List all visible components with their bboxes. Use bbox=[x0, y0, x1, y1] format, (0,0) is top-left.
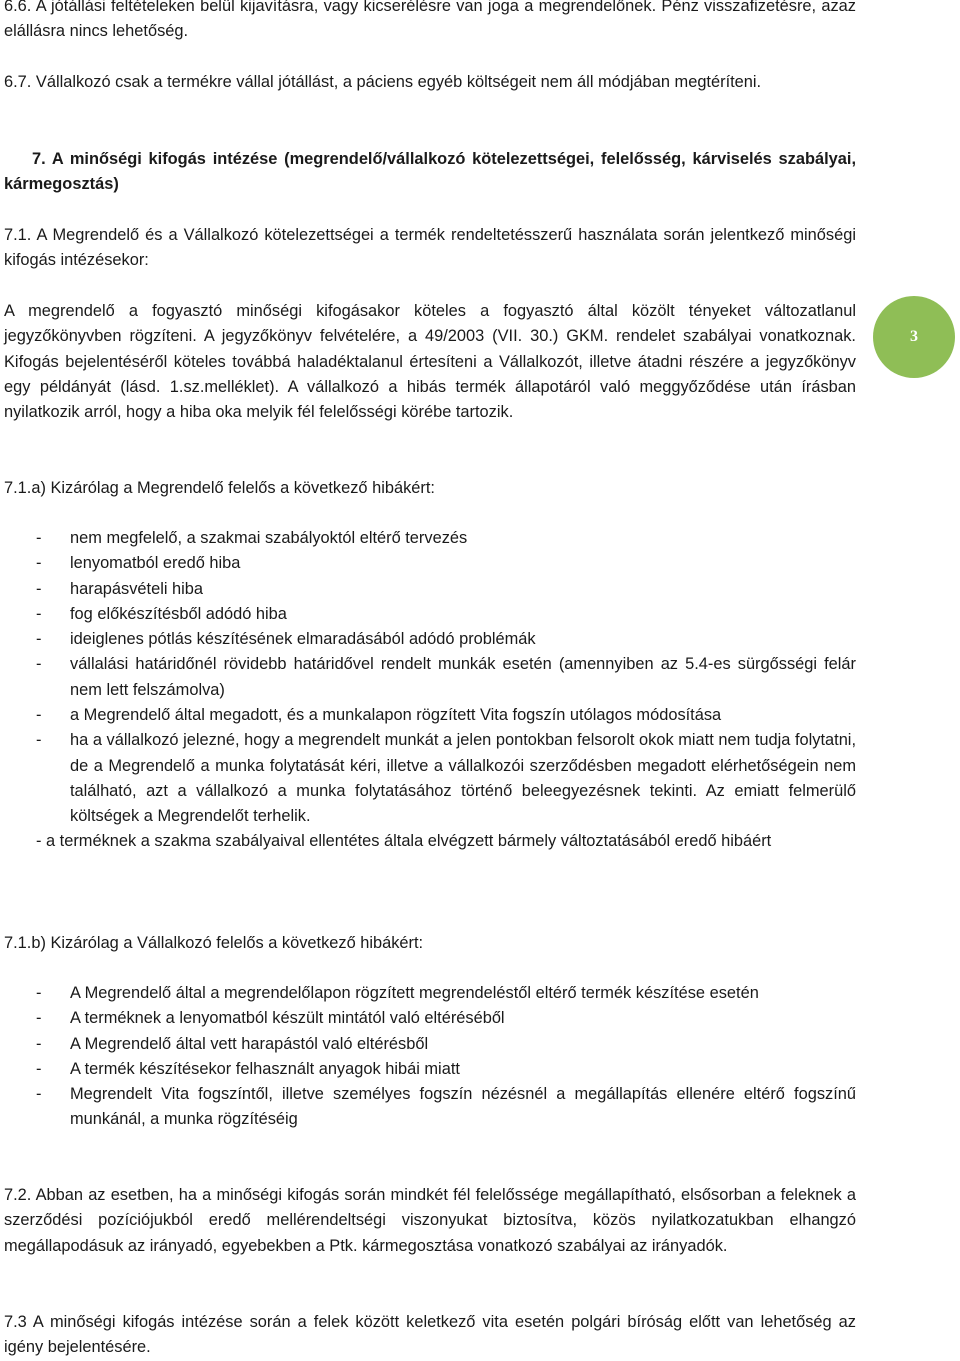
list-dash: - bbox=[36, 731, 42, 750]
list-item bbox=[4, 602, 856, 627]
list-dash: - bbox=[36, 630, 42, 649]
list-item-text: ideiglenes pótlás készítésének elmaradásából adódó problémák bbox=[70, 630, 536, 649]
section-heading-7 bbox=[4, 147, 856, 198]
list-item bbox=[4, 1082, 856, 1133]
page-number-badge bbox=[873, 296, 955, 378]
list-item-text: fog előkészítésből adódó hiba bbox=[70, 604, 287, 623]
list-dash: - bbox=[36, 554, 42, 573]
list-item bbox=[4, 577, 856, 602]
paragraph-6-7: 6.7. Vállalkozó csak a termékre vállal jótállást, a páciens egyéb költségeit nem áll módjában megtéríteni. bbox=[4, 73, 762, 91]
list-item bbox=[4, 652, 856, 703]
list-item-text: A Megrendelő által a megrendelőlapon rögzített megrendeléstől eltérő termék készítése esetén bbox=[70, 984, 759, 1002]
list-item-text: harapásvételi hiba bbox=[70, 579, 204, 598]
section-heading-7-text: 7. A minőségi kifogás intézése (megrendelő/vállalkozó kötelezettségei, felelősség, kárviselés szabályai, kármegosztás) bbox=[4, 150, 856, 194]
list-vallalkozo-hibak bbox=[4, 981, 856, 1133]
list-item-text: nem megfelelő, a szakmai szabályoktól eltérő tervezés bbox=[70, 529, 468, 547]
list-item bbox=[4, 551, 856, 576]
list-dash: - bbox=[36, 529, 42, 547]
paragraph-7-2: 7.2. Abban az esetben, ha a minőségi kifogás során mindkét fél felelőssége megállapítható, elsősorban a feleknek a szerződési pozíciójukból eredő mellérendeltségi viszonyukat biztosítva, közös nyilatkozatukban elhangzó megállapodásuk az irányadó, egyebekben a Ptk. kármegosztása vonatkozó szabályai az irányadók. bbox=[4, 1186, 856, 1255]
list-dash: - bbox=[36, 579, 42, 598]
paragraph-7-1-b: 7.1.b) Kizárólag a Vállalkozó felelős a következő hibákért: bbox=[4, 934, 424, 952]
paragraph-7-1: 7.1. A Megrendelő és a Vállalkozó kötelezettségei a termék rendeltetésszerű használata során jelentkező minőségi kifogás intézésekor: bbox=[4, 226, 856, 270]
list-item-text: A Megrendelő által vett harapástól való eltérésből bbox=[70, 1034, 429, 1053]
list-dash: - bbox=[36, 1059, 42, 1078]
list-dash: - bbox=[36, 1009, 42, 1028]
list-item-text: A terméknek a lenyomatból készült mintától való eltéréséből bbox=[70, 1009, 505, 1028]
list-item-text: lenyomatból eredő hiba bbox=[70, 554, 241, 573]
page-number: 3 bbox=[910, 328, 918, 345]
paragraph-7-1-a: 7.1.a) Kizárólag a Megrendelő felelős a következő hibákért: bbox=[4, 479, 435, 497]
list-item bbox=[4, 1057, 856, 1082]
list-item bbox=[4, 627, 856, 652]
list-item bbox=[4, 526, 856, 551]
paragraph-7-3: 7.3 A minőségi kifogás intézése során a felek között keletkező vita esetén polgári bíróság előtt van lehetőség az igény bejelentésére. bbox=[4, 1313, 856, 1357]
list-item bbox=[4, 728, 856, 829]
list-item-text: a Megrendelő által megadott, és a munkalapon rögzített Vita fogszín utólagos módosítása bbox=[70, 706, 722, 725]
list-item-text: ha a vállalkozó jelezné, hogy a megrendelt munkát a jelen pontokban felsorolt okok miatt nem tudja folytatni, de a Megrendelő a munka folytatását kéri, illetve a vállalkozói szerződésben megadott elérhetőségein nem található, azt a vállalkozó a munka folytatásához történő beleegyezésnek tekinti. Az emiatt felmerülő költségek a Megrendelőt terhelik. bbox=[70, 731, 856, 826]
list-item bbox=[4, 1006, 856, 1031]
list-dash: - bbox=[36, 655, 42, 674]
list-dash: - bbox=[36, 706, 42, 725]
list-dash: - bbox=[36, 1085, 42, 1104]
list-item-text: vállalási határidőnél rövidebb határidővel rendelt munkák esetén (amennyiben az 5.4-es sürgősségi felár nem lett felszámolva) bbox=[70, 655, 856, 699]
paragraph-7-1-body: A megrendelő a fogyasztó minőségi kifogásakor köteles a fogyasztó által közölt tényeket változatlanul jegyzőkönyvben rögzíteni. A jegyzőkönyv felvételére, a 49/2003 (VII. 30.) GKM. rendelet szabályai vonatkoznak. Kifogás bejelentéséről köteles továbbá haladéktalanul értesíteni a Vállalkozót, illetve átadni részére a jegyzőkönyv egy példányát (lásd. 1.sz.melléklet). A vállalkozó a hibás termék állapotáról való meggyőződése után írásban nyilatkozik arról, hogy a hiba oka melyik fél felelősségi körébe tartozik. bbox=[4, 302, 856, 422]
list-item bbox=[4, 703, 856, 728]
list-item bbox=[4, 1032, 856, 1057]
list-dash: - bbox=[36, 984, 42, 1002]
paragraph-7-1-a-last-text: - a terméknek a szakma szabályaival ellentétes általa elvégzett bármely változtatásából eredő hibáért bbox=[36, 832, 772, 850]
list-megrendelo-hibak bbox=[4, 526, 856, 830]
list-item bbox=[4, 981, 856, 1006]
paragraph-7-1-a-last bbox=[4, 829, 856, 854]
paragraph-6-6: 6.6. A jótállási feltételeken belül kijavításra, vagy kicserélésre van joga a megrendelőnek. Pénz visszafizetésre, azaz elállásra nincs lehetőség. bbox=[4, 0, 856, 41]
list-item-text: A termék készítésekor felhasznált anyagok hibái miatt bbox=[70, 1059, 460, 1078]
list-dash: - bbox=[36, 604, 42, 623]
list-item-text: Megrendelt Vita fogszíntől, illetve személyes fogszín nézésnél a megállapítás ellenére eltérő fogszínű munkánál, a munka rögzítéséig bbox=[70, 1085, 856, 1129]
list-dash: - bbox=[36, 1034, 42, 1053]
